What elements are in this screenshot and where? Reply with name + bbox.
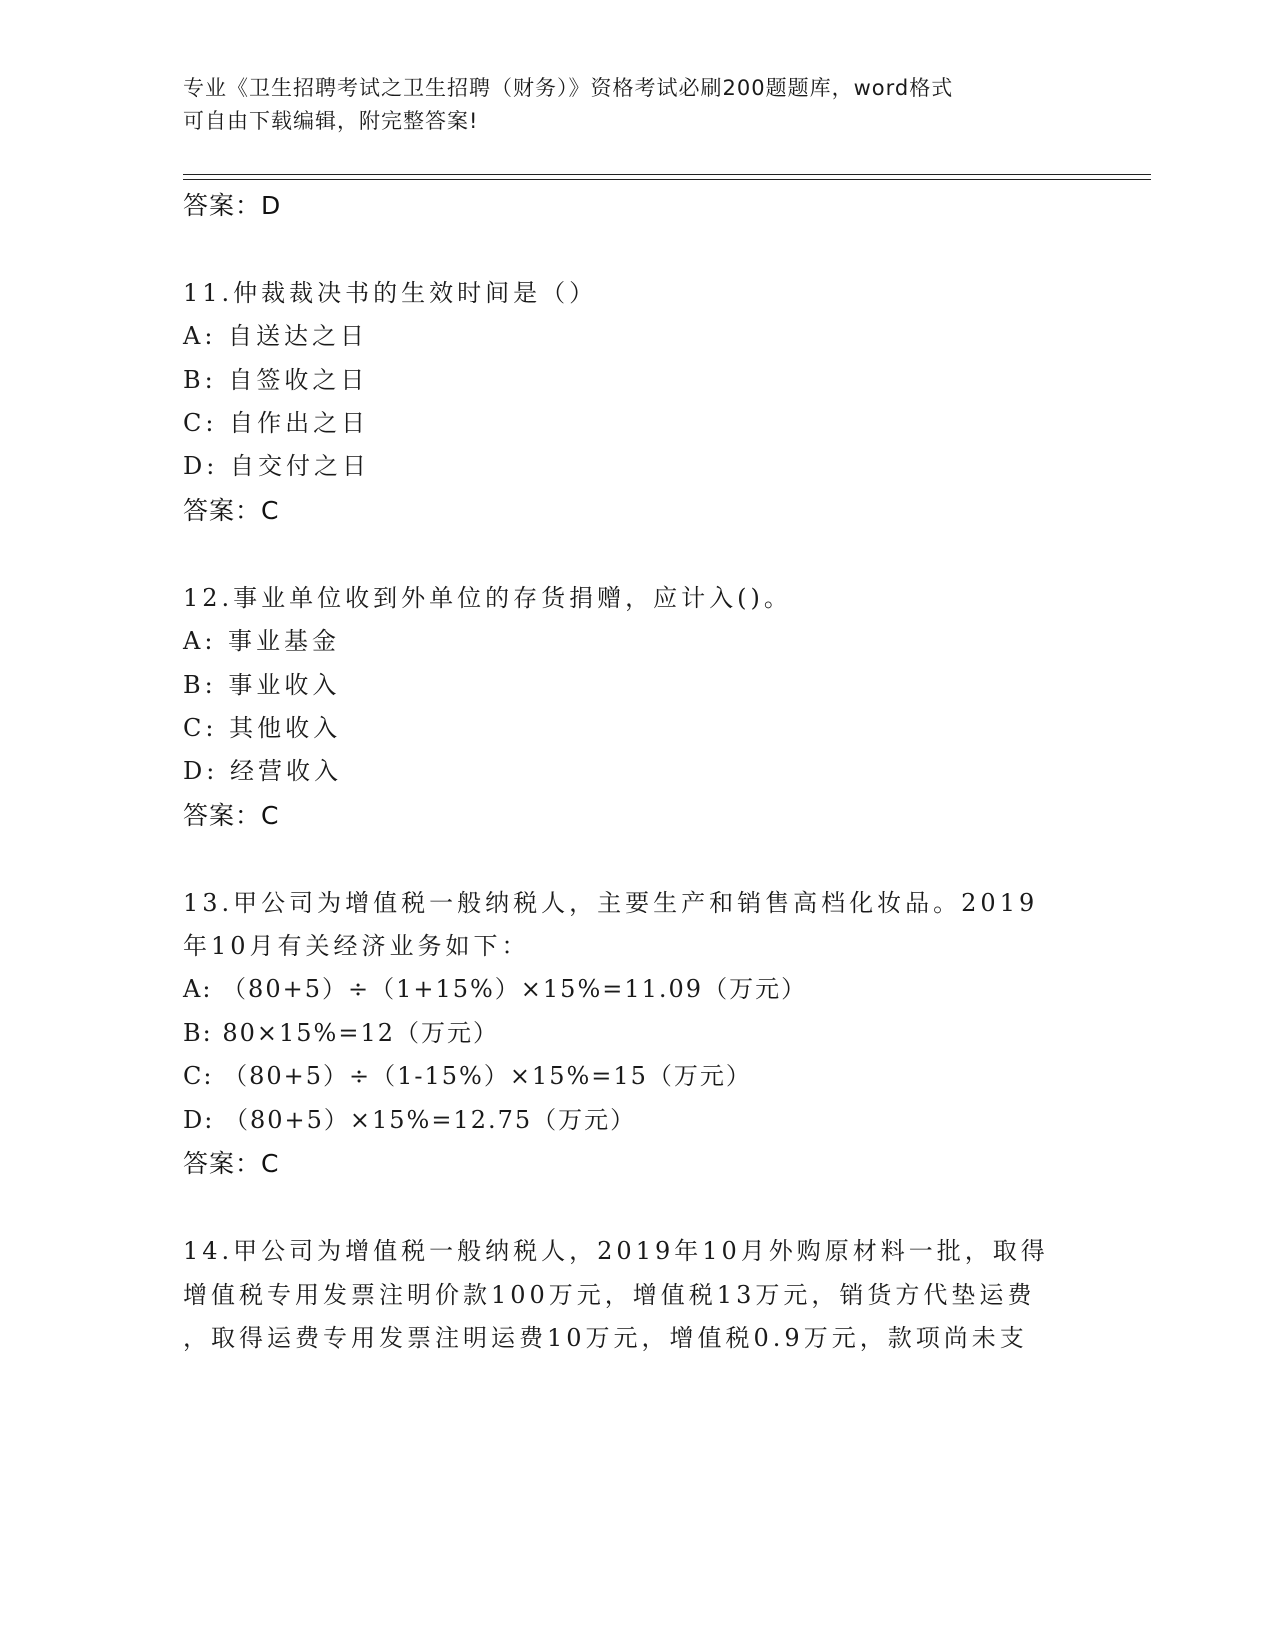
option-a: A: 自送达之日: [183, 322, 369, 350]
option-d: D: 经营收入: [183, 757, 342, 785]
header-line-2: 可自由下载编辑，附完整答案!: [183, 109, 479, 133]
option-d: D: 自交付之日: [183, 452, 370, 480]
option-d: D: （80+5）×15%=12.75（万元）: [183, 1106, 637, 1134]
question-stem-continued: 年10月有关经济业务如下：: [183, 932, 530, 960]
option-b: B: 事业收入: [183, 671, 341, 699]
header-divider-bottom: [183, 179, 1151, 180]
question-stem: 11.仲裁裁决书的生效时间是（）: [183, 279, 598, 307]
question-stem: 12.事业单位收到外单位的存货捐赠，应计入()。: [183, 584, 792, 612]
option-a: A: （80+5）÷（1+15%）×15%=11.09（万元）: [183, 975, 808, 1003]
option-c: C: （80+5）÷（1-15%）×15%=15（万元）: [183, 1062, 752, 1090]
question-stem: 13.甲公司为增值税一般纳税人，主要生产和销售高档化妆品。2019: [183, 889, 1039, 917]
answer-line: 答案：C: [183, 801, 280, 830]
option-c: C: 其他收入: [183, 714, 342, 742]
header-divider-top: [183, 174, 1151, 175]
option-b: B: 自签收之日: [183, 366, 369, 394]
question-stem: 14.甲公司为增值税一般纳税人，2019年10月外购原材料一批，取得: [183, 1237, 1049, 1265]
header-line-1: 专业《卫生招聘考试之卫生招聘（财务）》资格考试必刷200题题库，word格式: [183, 76, 954, 100]
question-stem-continued: ，取得运费专用发票注明运费10万元，增值税0.9万元，款项尚未支: [183, 1324, 1028, 1352]
document-header: [183, 72, 1063, 138]
answer-line: 答案：D: [183, 191, 282, 220]
option-b: B: 80×15%=12（万元）: [183, 1019, 499, 1047]
option-c: C: 自作出之日: [183, 409, 370, 437]
answer-line: 答案：C: [183, 1149, 280, 1178]
answer-line: 答案：C: [183, 496, 280, 525]
option-a: A: 事业基金: [183, 627, 341, 655]
question-stem-continued: 增值税专用发票注明价款100万元，增值税13万元，销货方代垫运费: [183, 1281, 1036, 1309]
